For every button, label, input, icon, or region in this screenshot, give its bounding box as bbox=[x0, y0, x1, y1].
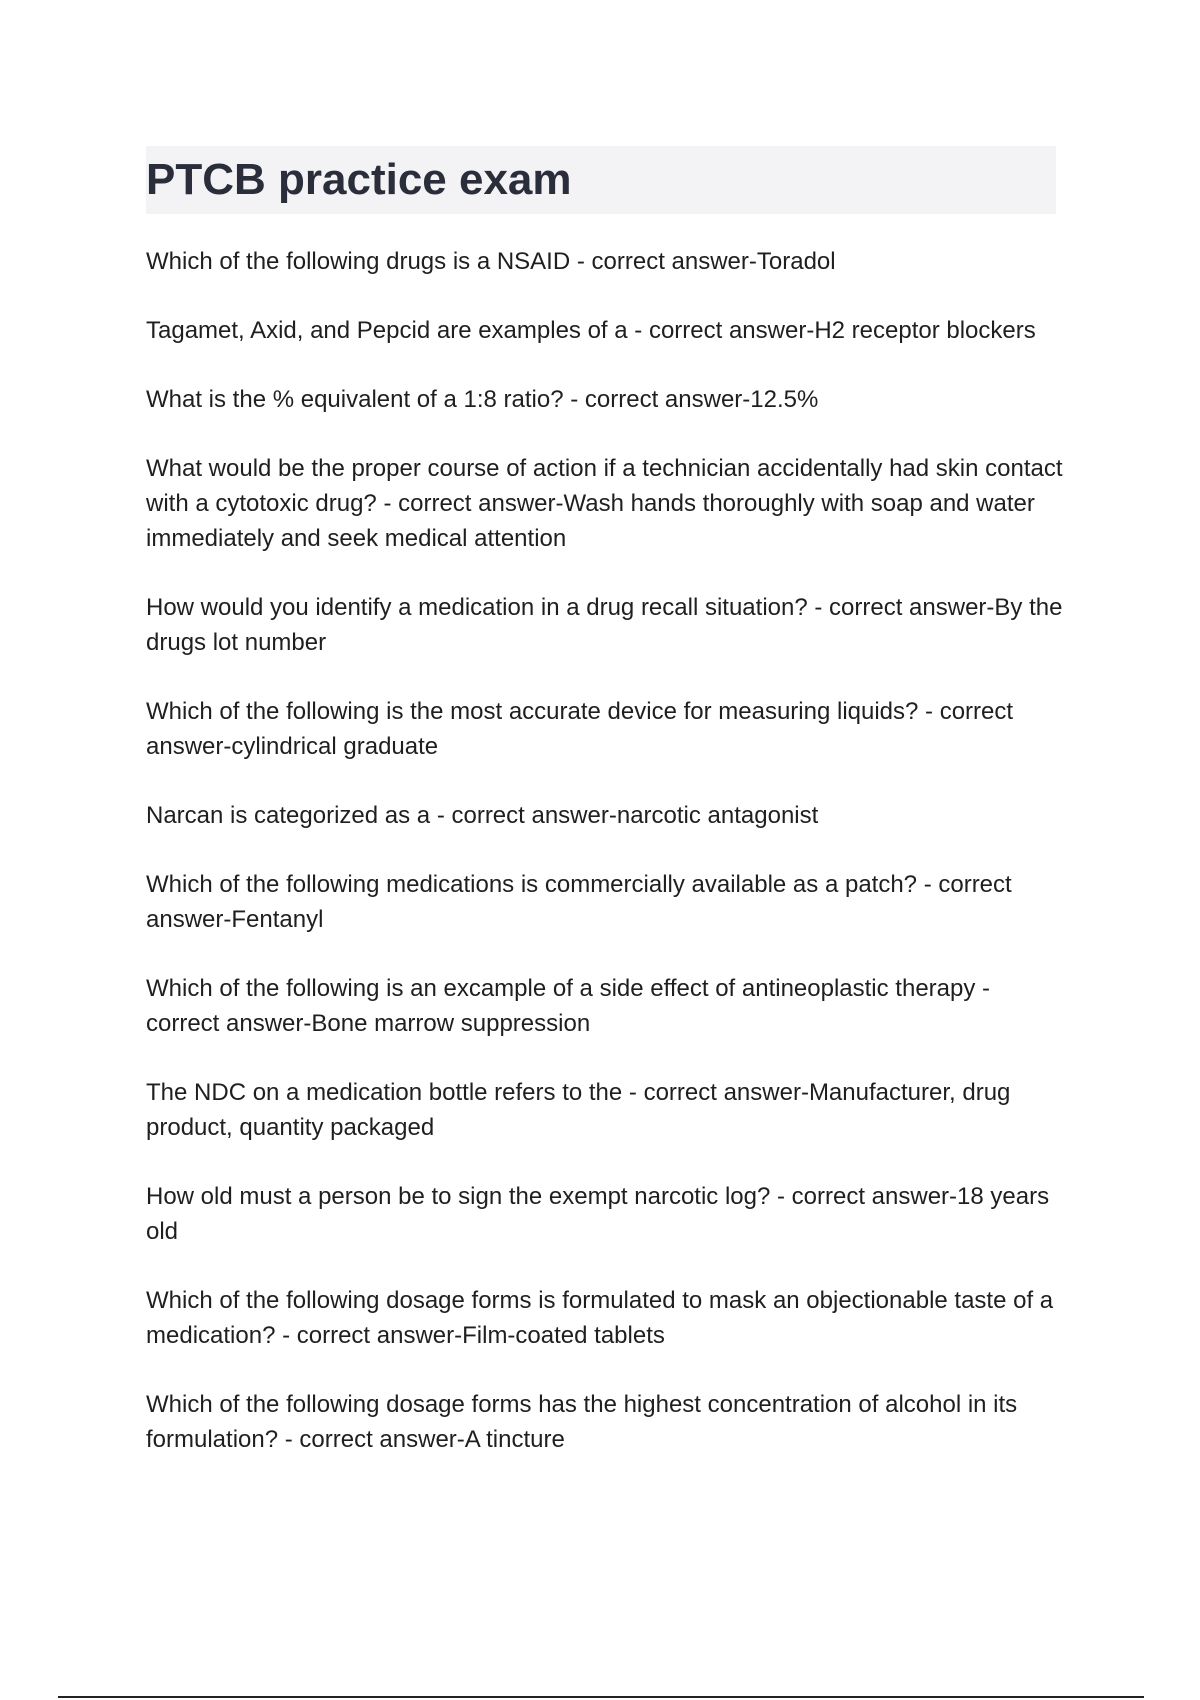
page-title: PTCB practice exam bbox=[146, 155, 572, 204]
title-banner bbox=[146, 146, 1056, 214]
qa-item: What would be the proper course of action if a technician accidentally had skin contact with a cytotoxic drug? - correct answer-Wash hands thoroughly with soap and water immediately and seek medical attention bbox=[146, 455, 1063, 552]
qa-item: Which of the following is the most accurate device for measuring liquids? - correct answer-cylindrical graduate bbox=[146, 698, 1014, 760]
footer-divider bbox=[58, 1696, 1144, 1698]
qa-item: Which of the following dosage forms is formulated to mask an objectionable taste of a medication? - correct answer-Film-coated tablets bbox=[146, 1287, 1054, 1349]
qa-item: Which of the following is an excample of a side effect of antineoplastic therapy - correct answer-Bone marrow suppression bbox=[146, 975, 991, 1037]
qa-item: Which of the following dosage forms has the highest concentration of alcohol in its formulation? - correct answer-A tincture bbox=[146, 1391, 1018, 1453]
qa-item: Which of the following medications is commercially available as a patch? - correct answer-Fentanyl bbox=[146, 871, 1012, 933]
question-answer-list bbox=[146, 244, 1066, 1491]
qa-item: The NDC on a medication bottle refers to the - correct answer-Manufacturer, drug product, quantity packaged bbox=[146, 1079, 1011, 1141]
qa-item: Narcan is categorized as a - correct answer-narcotic antagonist bbox=[146, 802, 819, 829]
qa-item: Which of the following drugs is a NSAID - correct answer-Toradol bbox=[146, 248, 836, 275]
qa-item: How would you identify a medication in a drug recall situation? - correct answer-By the drugs lot number bbox=[146, 594, 1063, 656]
qa-item: Tagamet, Axid, and Pepcid are examples of a - correct answer-H2 receptor blockers bbox=[146, 317, 1036, 344]
qa-item: What is the % equivalent of a 1:8 ratio? - correct answer-12.5% bbox=[146, 386, 819, 413]
qa-item: How old must a person be to sign the exempt narcotic log? - correct answer-18 years old bbox=[146, 1183, 1050, 1245]
